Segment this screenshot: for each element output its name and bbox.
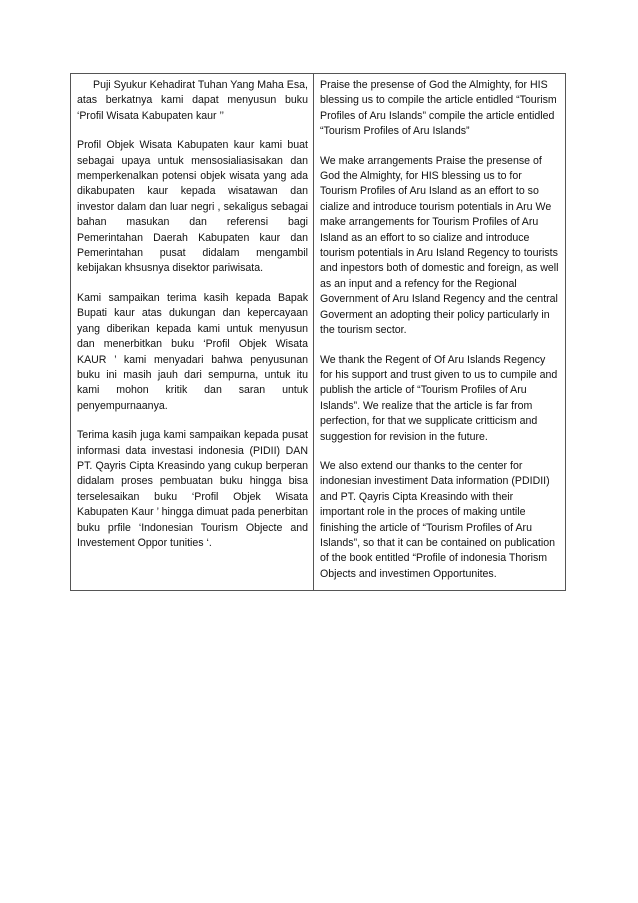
left-paragraph-3: Kami sampaikan terima kasih kepada Bapak Bupati kaur atas dukungan dan kepercayaan yang diberikan kepada kami untuk menyusun dan menerbitkan buku ‘Profil Objek Wisata KAUR ’ kami menyadari bahwa penyusunan buku ini masih jauh dari sempurna, untuk itu kami mohon kritik dan saran untuk penyempurnaanya. [77,291,308,412]
left-paragraph-1: Puji Syukur Kehadirat Tuhan Yang Maha Esa, atas berkatnya kami dapat menyusun buku ‘Profil Wisata Kabupaten kaur ’’ [77,79,308,122]
right-paragraph-3: We thank the Regent of Of Aru Islands Regency for his support and trust given to us to cumpile and publish the article of “Tourism Profiles of Aru Islands”. We realize that the article is far from perfection, for that we supplicate critticism and suggestion for revision in the future. [320,353,558,443]
right-paragraph-2: We make arrangements Praise the presense of God the Almighty, for HIS blessing us to for Tourism Profiles of Aru Island as an effort to so cialize and introduce tourism potentials in Aru We make arrangements for Tourism Profiles of Aru Island as an effort to so cialize and introduce tourism potentials in Aru Island Regency to tourists and inpestors both of domestic and foreign, as well as an input and a refency for the Regional Government of Aru Island Regency and the central Goverment an adopting their policy particularly in the tourism sector. [320,154,559,337]
indonesian-text-column [71,74,314,590]
bilingual-text-table [70,73,566,591]
left-paragraph-2: Profil Objek Wisata Kabupaten kaur kami buat sebagai upaya untuk mensosialiasisakan dan memperkenalkan potensi objek wisata yang ada dikabupaten kaur kepada wisatawan dan investor dalam dan luar negri , sekaligus sebagai bahan masukan dan referensi bagi Pemerintahan Daerah Kabupaten kaur dan Pemerintahan pusat didalam mengambil kebijakan khsusnya disektor pariwisata. [77,139,308,275]
right-paragraph-4: We also extend our thanks to the center for indonesian investiment Data information (PDIDII) and PT. Qayris Cipta Kreasindo with their important role in the proces of making untile finishing the article of “Tourism Profiles of Aru Islands”, so that it can be contained on publication of the book entitled “Profile of indonesia Thorism Objects and investimen Opportunites. [320,459,555,580]
right-paragraph-1: Praise the presense of God the Almighty, for HIS blessing us to compile the article entidled “Tourism Profiles of Aru Islands” compile the article entidled “Tourism Profiles of Aru Islands” [320,79,557,138]
english-text-column [314,74,565,590]
left-paragraph-4: Terima kasih juga kami sampaikan kepada pusat informasi data investasi indonesia (PIDII) DAN PT. Qayris Cipta Kreasindo yang cukup berperan didalam proses pembuatan buku hingga bisa terselesaikan buku ‘Profil Objek Wisata Kabupaten Kaur ’ hingga dimuat pada penerbitan buku prfile ‘Indonesian Tourism Objecte and Investement Oppor tunities ‘. [77,429,308,549]
